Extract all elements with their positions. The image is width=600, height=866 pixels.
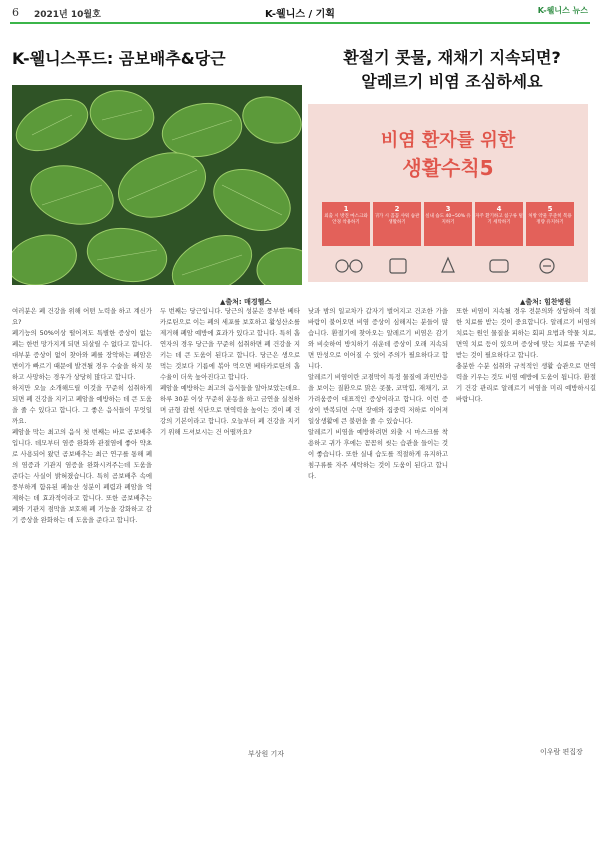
page-header — [0, 0, 600, 22]
poster-tip: 5 처방 약물 꾸준히 복용 정량 유지하기 — [526, 202, 574, 246]
poster-tip: 1 외출 시 방진 마스크와 안경 착용하기 — [322, 202, 370, 246]
poster-title-line2: 생활수칙5 — [402, 156, 494, 180]
header-divider — [10, 22, 590, 24]
rhinitis-poster — [308, 104, 588, 282]
section-title: K-웰니스 / 기획 — [265, 9, 335, 20]
left-article-column-2: 두 번째는 당근입니다. 당근의 성분은 풍부한 베타카로틴으로 이는 폐의 세포를 보호하고 활성산소를 제거해 폐암 예방에 효과가 있다고 합니다. 특히 흡연자의 경우 당근을 꾸준히 섭취하면 폐 건강을 지키는 데 큰 도움이 된다고 합니다. 당근은 생으로 먹는 것보다 기름에 볶아 먹으면 베타카로틴의 흡수율이 더욱 높아진다고 합니다. 폐암을 예방하는 최고의 음식들을 알아보았는데요. 하루 30분 이상 꾸준히 운동을 하고 금연을 실천하며 균형 잡힌 식단으로 면역력을 높이는 것이 폐 건강의 기본이라고 합니다. 오늘부터 폐 건강을 지키기 위해 드셔보시는 건 어떨까요? — [160, 307, 300, 436]
poster-title-line1: 비염 환자를 위한 — [380, 130, 516, 151]
poster-tips — [322, 202, 574, 246]
right-article-column-2: 또한 비염이 지속될 경우 전문의와 상담하여 적절한 치료를 받는 것이 중요합니다. 알레르기 비염의 치료는 원인 물질을 피하는 회피 요법과 약물 치료, 면역 치료 등이 있으며 증상에 맞는 치료를 꾸준히 받는 것이 필요하다고 합니다. 충분한 수분 섭취와 규칙적인 생활 습관으로 면역력을 키우는 것도 비염 예방에 도움이 됩니다. 환절기 건강 관리로 알레르기 비염을 미리 예방하시길 바랍니다. — [456, 307, 596, 403]
right-article-byline: 이우람 편집장 — [540, 748, 583, 756]
left-article-column-1: 여러분은 폐 건강을 위해 어떤 노력을 하고 계신가요? 폐기능의 50%이상 떨어져도 특별한 증상이 없는 폐는 한번 망가지게 되면 되살릴 수 없다고 합니다. 대부분 증상이 없이 찾아와 폐를 장악하는 폐암은 변이가 빠르기 때문에 발견될 경우 수술을 하지 못하고 사망하는 경우가 상당히 많다고 합니다. 하지만 오늘 소개해드릴 이것을 꾸준히 섭취하게 되면 폐 건강을 지키고 폐암을 예방하는 데 큰 도움을 줄 수 있다고 합니다. 그 좋은 음식들이 무엇일까요. 폐암을 막는 최고의 음식 첫 번째는 바로 곰보배추입니다. 데모부터 염증 완화와 관절염에 좋아 약초로 사용되어 왔던 곰보배추는 최근 연구를 통해 폐의 염증과 기관지 염증을 완화시켜주는데 도움을 준다는 사실이 밝혀졌습니다. 특히 곰보배추 속에 풍부하게 함유된 페놀산 성분이 폐렴과 폐암을 억제하는 데 효과적이라고 합니다. 또한 곰보배추는 폐와 기관지 점막을 보호해 폐 기능을 강화하고 감기 증상을 완화하는 데 도움을 준다고 합니다. — [12, 307, 152, 524]
right-photo-credit: ▲출처: 힘찬병원 — [520, 298, 572, 306]
poster-tip: 3 실내 습도 40~50% 유지하기 — [424, 202, 472, 246]
left-photo-credit: ▲출처: 매경헬스 — [220, 298, 272, 306]
leafy-vegetable-photo — [12, 85, 302, 285]
issue-date: 2021년 10월호 — [34, 10, 101, 20]
newspaper-logo: K-웰니스 뉴스 — [537, 6, 588, 15]
left-article-title: K-웰니스푸드: 곰보배추&당근 — [12, 49, 226, 68]
left-article-byline: 부상원 기자 — [248, 750, 285, 758]
poster-tip: 4 자주 환기하고 침구류 털기 세탁하기 — [475, 202, 523, 246]
poster-tip: 2 귀가 시 꼼꼼 샤워 습관 생활하기 — [373, 202, 421, 246]
right-article-column-1: 낮과 밤의 일교차가 갑자기 벌어지고 건조한 가을바람이 불어오면 비염 증상이 심해지는 분들이 많습니다. 환절기에 찾아오는 알레르기 비염은 감기와 비슷하여 방치하기 쉬운데 증상이 오래 지속되면 만성으로 이어질 수 있어 주의가 필요하다고 합니다. 알레르기 비염이란 코점막이 특정 물질에 과민반응을 보이는 질환으로 맑은 콧물, 코막힘, 재채기, 코 가려움증이 대표적인 증상이라고 합니다. 이런 증상이 반복되면 수면 장애와 집중력 저하로 이어져 일상생활에 큰 불편을 줄 수 있습니다. 알레르기 비염을 예방하려면 외출 시 마스크를 착용하고 귀가 후에는 꼼꼼히 씻는 습관을 들이는 것이 좋습니다. 또한 실내 습도를 적절하게 유지하고 침구류를 자주 세탁하는 것이 도움이 된다고 합니다. — [308, 307, 448, 480]
page-number: 6 — [12, 6, 19, 19]
right-title-line2: 알레르기 비염 조심하세요 — [361, 72, 543, 91]
poster-illustration-icons — [322, 254, 574, 276]
right-title-line1: 환절기 콧물, 재채기 지속되면? — [343, 48, 561, 67]
right-article-title — [312, 46, 592, 94]
